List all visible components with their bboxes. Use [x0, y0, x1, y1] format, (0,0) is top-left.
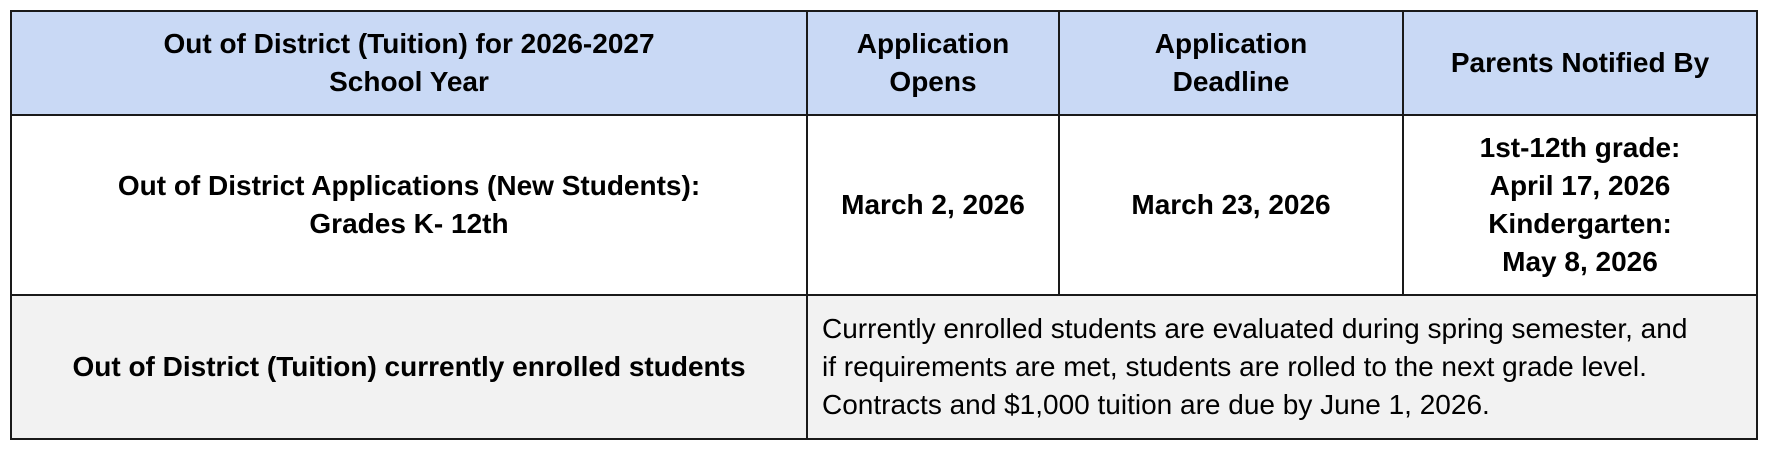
header-deadline-line-1: Application: [1154, 28, 1308, 59]
new-students-deadline-date: March 23, 2026: [1131, 189, 1331, 220]
header-opens-line-1: Application: [856, 28, 1010, 59]
table-row-new-students: [11, 115, 1757, 295]
header-deadline-line-2: Deadline: [1172, 66, 1290, 97]
header-program-line-2: School Year: [329, 66, 489, 97]
enrolled-note-line-2: if requirements are met, students are rolled to the next grade level.: [822, 351, 1647, 382]
notified-grades-date: April 17, 2026: [1489, 170, 1671, 201]
new-students-deadline: [1059, 115, 1403, 295]
table-row-enrolled-students: [11, 295, 1757, 439]
header-program: [11, 11, 807, 115]
enrolled-students-label-text: Out of District (Tuition) currently enrolled students: [72, 351, 746, 382]
enrolled-note-line-1: Currently enrolled students are evaluated during spring semester, and: [822, 313, 1688, 344]
notified-grades-label: 1st-12th grade:: [1479, 132, 1681, 163]
table-header-row: [11, 11, 1757, 115]
notified-kindergarten-label: Kindergarten:: [1488, 208, 1672, 239]
enrolled-students-note: [807, 295, 1757, 439]
new-students-label-line-1: Out of District Applications (New Students):: [117, 170, 701, 201]
notified-kindergarten-date: May 8, 2026: [1502, 246, 1658, 277]
enrolled-students-label: [11, 295, 807, 439]
new-students-label: [11, 115, 807, 295]
header-parents-notified: [1403, 11, 1757, 115]
header-opens-line-2: Opens: [889, 66, 977, 97]
new-students-notified: [1403, 115, 1757, 295]
header-program-line-1: Out of District (Tuition) for 2026-2027: [163, 28, 655, 59]
header-application-opens: [807, 11, 1059, 115]
enrollment-schedule-table: [10, 10, 1758, 440]
new-students-opens-date: March 2, 2026: [841, 189, 1025, 220]
new-students-label-line-2: Grades K- 12th: [309, 208, 509, 239]
header-notified-text: Parents Notified By: [1450, 47, 1710, 78]
enrolled-note-line-3: Contracts and $1,000 tuition are due by June 1, 2026.: [822, 389, 1490, 420]
new-students-opens: [807, 115, 1059, 295]
header-application-deadline: [1059, 11, 1403, 115]
